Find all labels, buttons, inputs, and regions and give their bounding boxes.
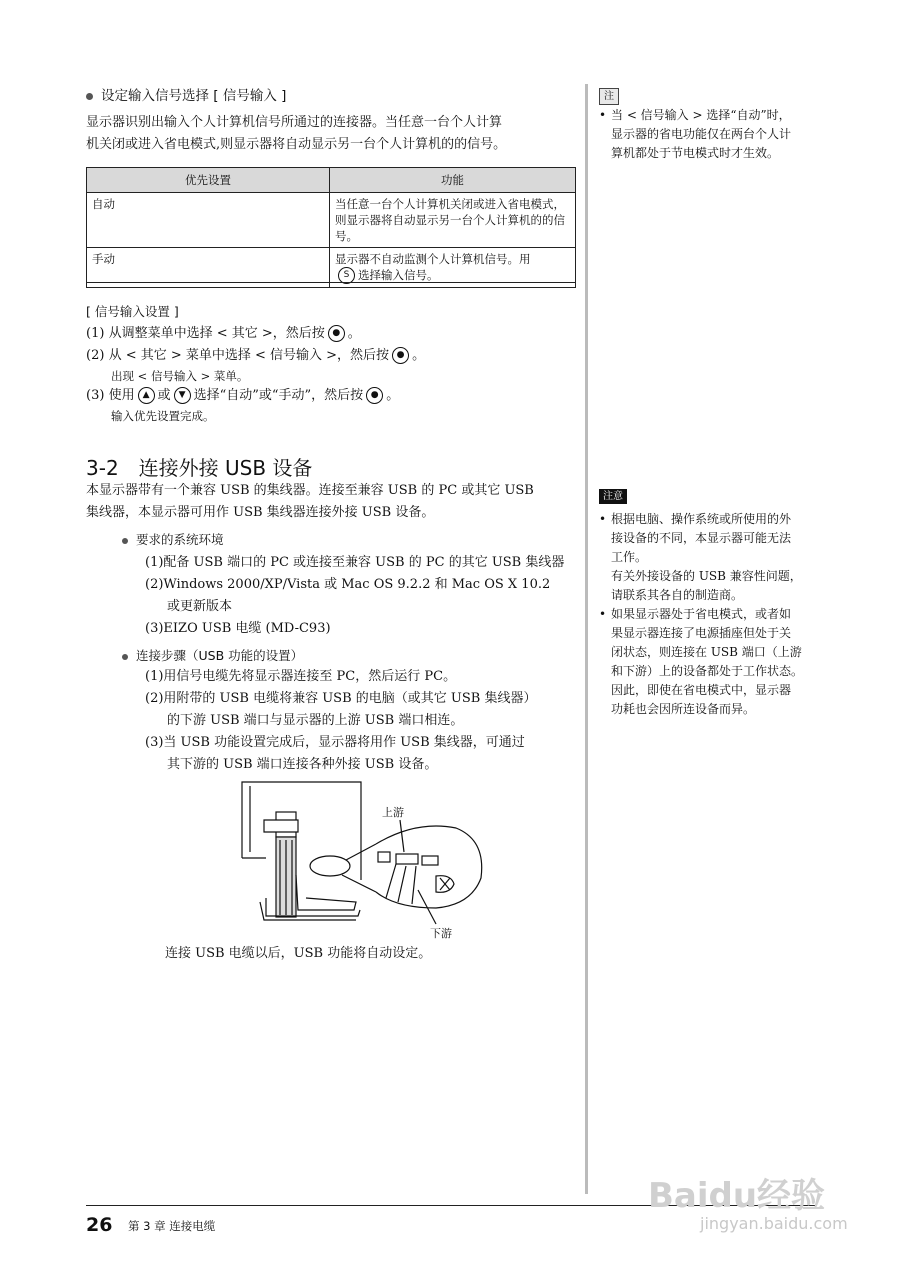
s-button-icon: S (338, 267, 355, 284)
signal-input-intro: 显示器识别出输入个人计算机信号所通过的连接器。当任意一台个人计算 机关闭或进入省电模式,则显示器将自动显示另一台个人计算机的的信号。 (86, 115, 507, 152)
list-item: (3)EIZO USB 电缆 (MD-C93) (145, 621, 331, 636)
table-header-function: 功能 (330, 168, 576, 193)
table-cell-setting: 自动 (87, 193, 330, 248)
list-item: (2)用附带的 USB 电缆将兼容 USB 的电脑（或其它 USB 集线器） (145, 691, 537, 706)
baidu-watermark-url: jingyan.baidu.com (700, 1214, 848, 1233)
priority-settings-table (86, 167, 576, 288)
label-upstream: 上游 (382, 806, 404, 819)
usb-connection-figure (236, 780, 486, 940)
table-cell-function: 显示器不自动监测个人计算机信号。用 S 选择输入信号。 (330, 248, 576, 288)
usb-upstream-port (396, 854, 418, 864)
list-item: 的下游 USB 端口与显示器的上游 USB 端口相连。 (167, 713, 464, 728)
table-cell-setting: 手动 (87, 248, 330, 288)
list-item: (1)用信号电缆先将显示器连接至 PC，然后运行 PC。 (145, 669, 457, 684)
label-downstream: 下游 (430, 927, 452, 940)
usb-downstream-port (422, 856, 438, 865)
step-2-note: 出现 < 信号输入 > 菜单。 (111, 369, 249, 383)
usb-intro: 本显示器带有一个兼容 USB 的集线器。连接至兼容 USB 的 PC 或其它 USB 集线器，本显示器可用作 USB 集线器连接外接 USB 设备。 (86, 483, 534, 520)
step-2: (2) 从 < 其它 > 菜单中选择 < 信号输入 >，然后按 ● 。 (86, 348, 426, 363)
usb-cables (386, 864, 416, 904)
enter-button-icon: ● (366, 387, 383, 404)
sidebar-note (599, 84, 831, 163)
proc-heading: 连接步骤（USB 功能的设置） (122, 646, 303, 664)
list-item: (2)Windows 2000/XP/Vista 或 Mac OS 9.2.2 和 Mac OS X 10.2 (145, 577, 551, 592)
bullet-icon (122, 538, 128, 544)
divider (86, 282, 576, 283)
monitor-back (242, 782, 361, 880)
table-row (87, 193, 576, 248)
note-tag: 注 (599, 88, 619, 105)
chapter-label: 第 3 章 连接电缆 (128, 1219, 216, 1233)
bullet-icon (86, 93, 93, 100)
step-3-note: 输入优先设置完成。 (111, 409, 215, 423)
list-item: 其下游的 USB 端口连接各种外接 USB 设备。 (167, 757, 438, 772)
sidebar-caution (599, 484, 831, 719)
figure-caption: 连接 USB 电缆以后，USB 功能将自动设定。 (165, 946, 432, 961)
list-item: (1)配备 USB 端口的 PC 或连接至兼容 USB 的 PC 的其它 USB 集线器 (145, 555, 565, 570)
proc-list (145, 666, 536, 776)
page-number: 26 (86, 1214, 113, 1236)
column-divider (585, 84, 588, 1194)
signal-input-settings-subheading: [ 信号输入设置 ] (86, 304, 179, 319)
env-heading: 要求的系统环境 (122, 530, 224, 548)
enter-button-icon: ● (392, 347, 409, 364)
port-icon (378, 852, 390, 862)
callout-ellipse (310, 856, 350, 876)
step-3: (3) 使用 ▲ 或 ▼ 选择“自动”或“手动”，然后按 ● 。 (86, 388, 400, 403)
table-cell-function: 当任意一台个人计算机关闭或进入省电模式，则显示器将自动显示另一台个人计算机的的信号。 (330, 193, 576, 248)
bullet-icon (122, 654, 128, 660)
table-header-setting: 优先设置 (87, 168, 330, 193)
caution-item: • 根据电脑、操作系统或所使用的外 接设备的不同，本显示器可能无法 工作。 有关外接设备的 USB 兼容性问题， 请联系其各自的制造商。 (599, 510, 831, 605)
list-item: (3)当 USB 功能设置完成后，显示器将用作 USB 集线器，可通过 (145, 735, 525, 750)
env-list (145, 552, 564, 640)
up-button-icon: ▲ (138, 387, 155, 404)
zoom-circle (376, 826, 482, 908)
section-heading-signal-input: 设定输入信号选择 [ 信号输入 ] (86, 84, 286, 104)
caution-item: • 如果显示器处于省电模式，或者如 果显示器连接了电源插座但处于关 闭状态，则连接在 USB 端口（上游 和下游）上的设备都处于工作状态。 因此，即使在省电模式中，显示器 功耗也会因所连设备而异。 (599, 605, 831, 719)
list-item: 或更新版本 (167, 599, 233, 614)
section-title-usb: 3-2 连接外接 USB 设备 (86, 456, 313, 480)
caution-tag: 注意 (599, 489, 627, 504)
baidu-watermark-logo: Baidu经验 (648, 1176, 826, 1216)
down-button-icon: ▼ (174, 387, 191, 404)
enter-button-icon: ● (328, 325, 345, 342)
step-1: (1) 从调整菜单中选择 < 其它 >，然后按 ● 。 (86, 326, 361, 341)
note-text: • 当 < 信号输入 > 选择“自动”时， 显示器的省电功能仅在两台个人计 算机都处于节电模式时才生效。 (599, 106, 831, 163)
